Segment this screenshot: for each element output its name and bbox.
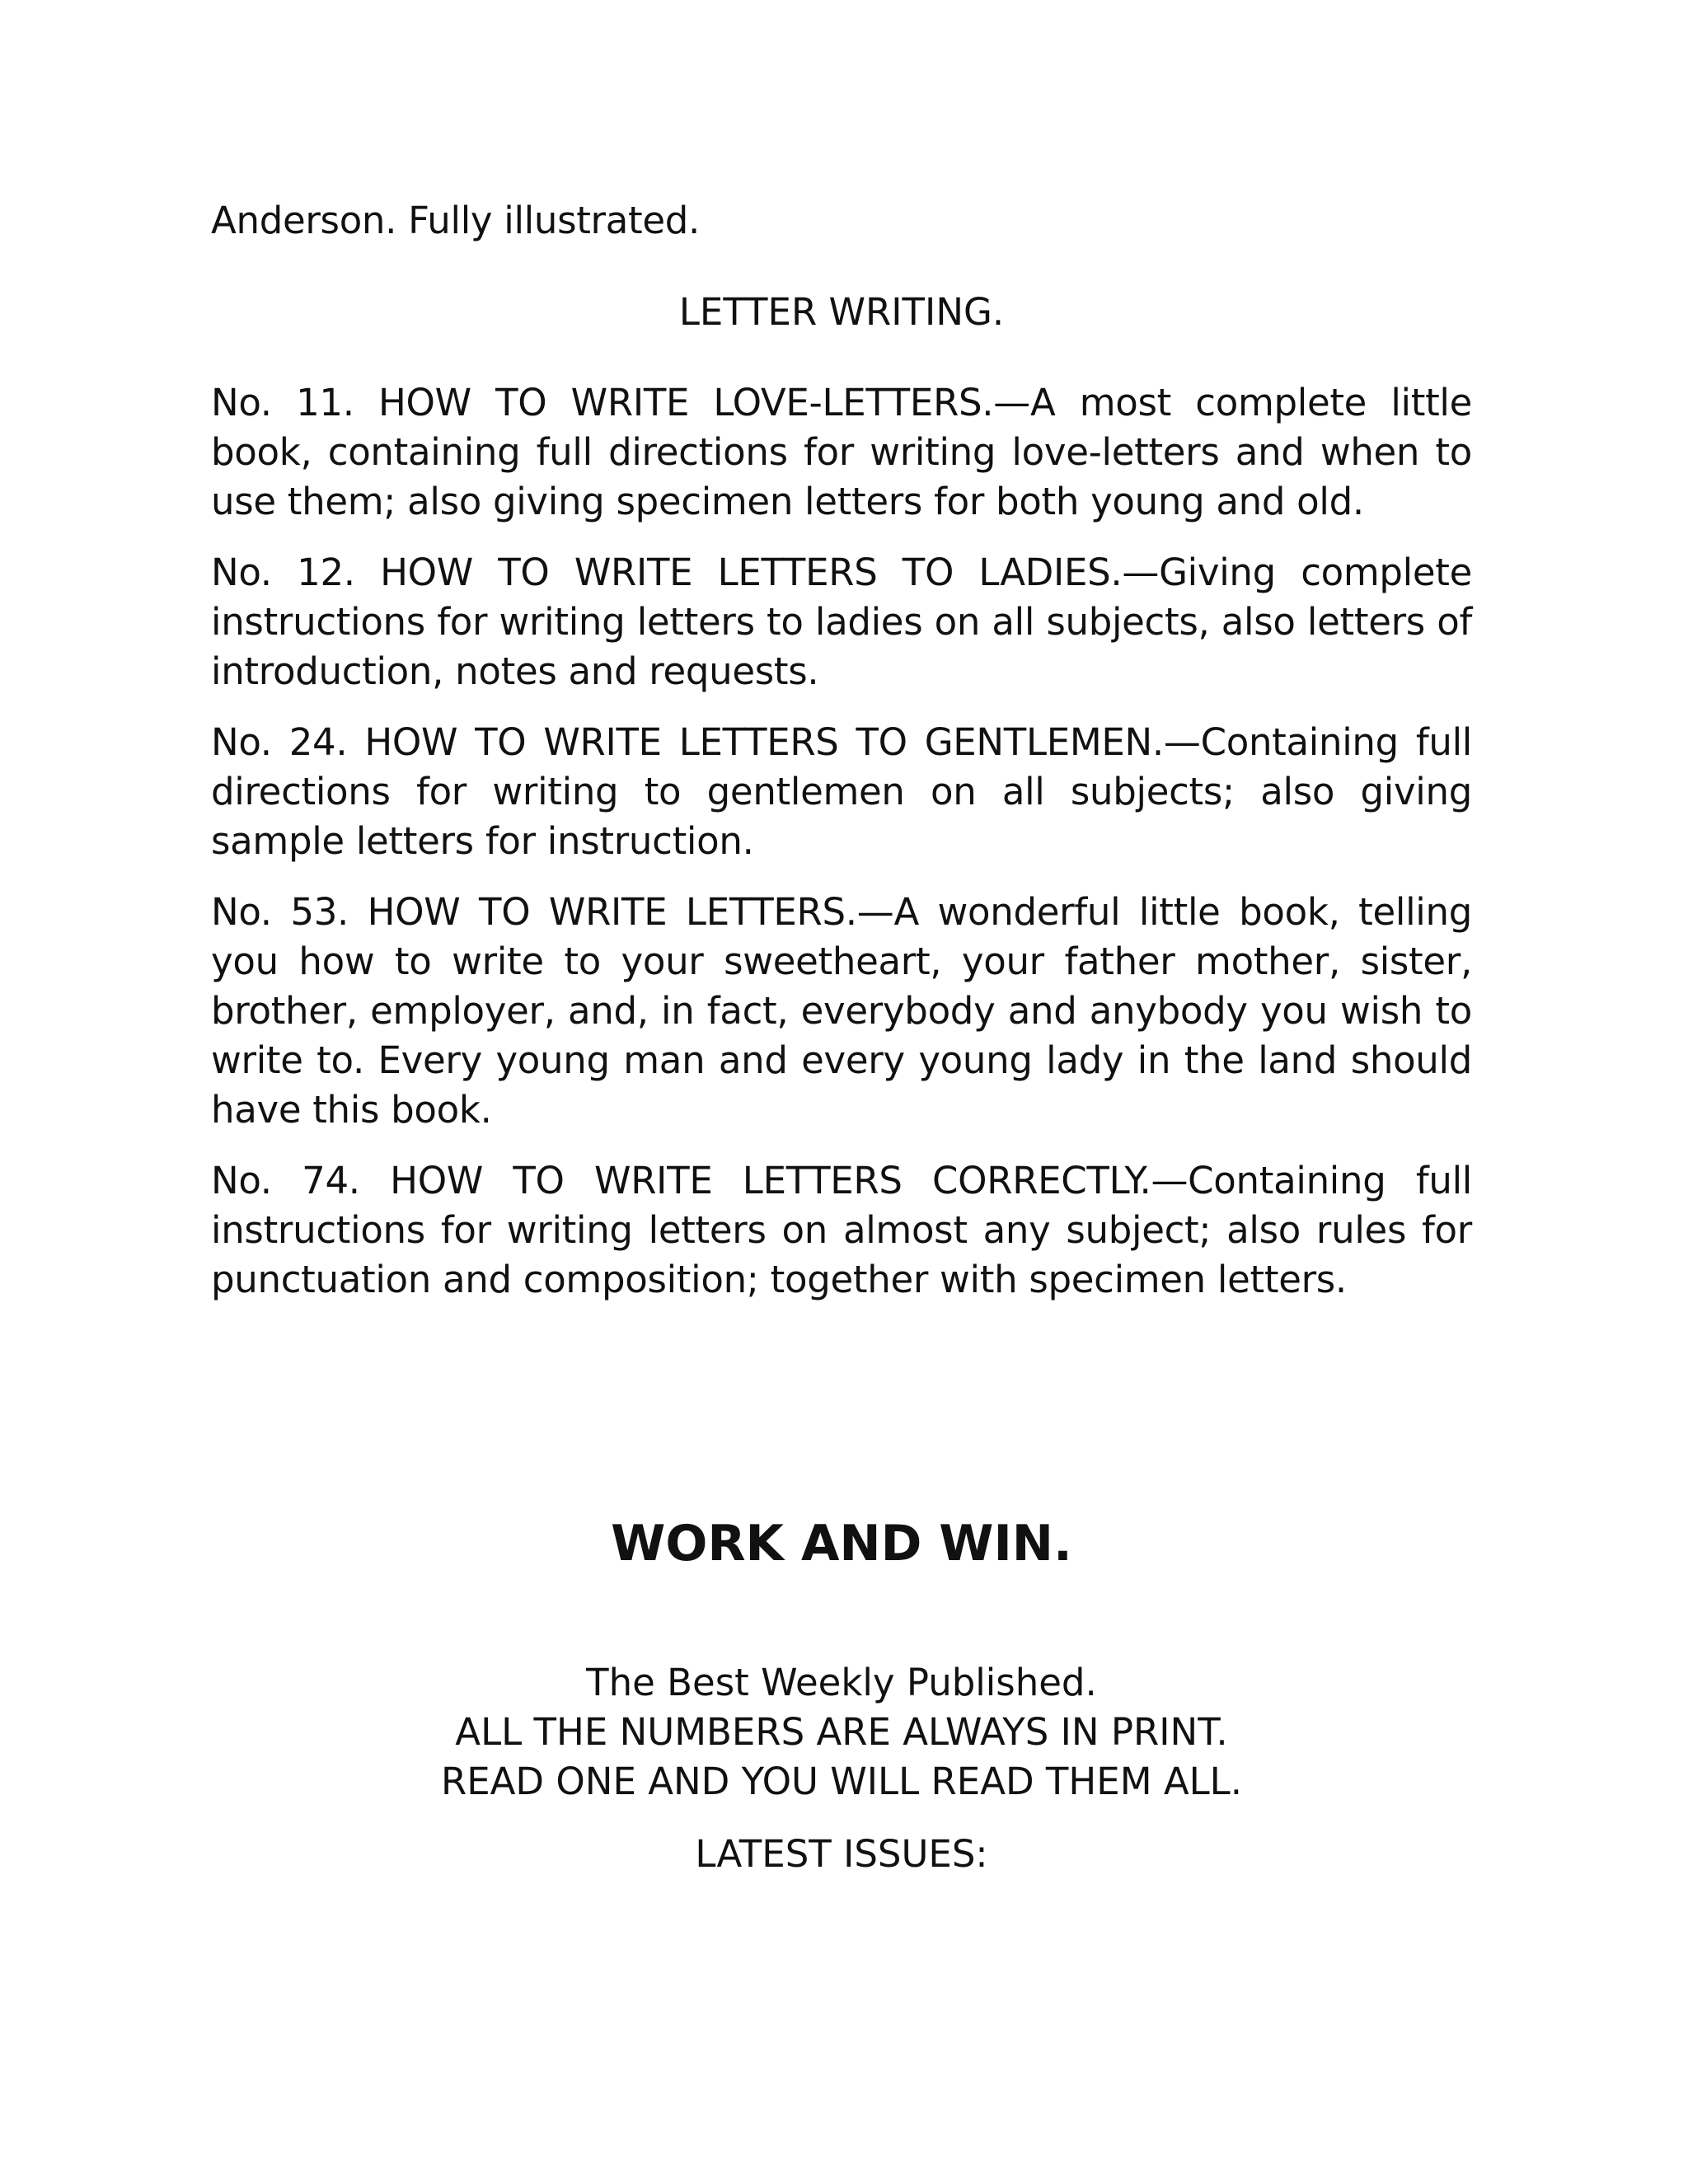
weekly-taglines: [211, 1658, 1472, 1807]
entry-list: [211, 378, 1472, 1326]
section-heading: LETTER WRITING.: [678, 290, 1005, 334]
weekly-title: WORK AND WIN.: [611, 1515, 1072, 1572]
tagline: The Best Weekly Published.: [586, 1661, 1097, 1704]
latest-issues-heading: LATEST ISSUES:: [695, 1832, 988, 1876]
list-item: No. 11. HOW TO WRITE LOVE-LETTERS.—A most complete little book, containing full directions for writing love-letters and when to use them; also giving specimen letters for both young and old.: [211, 381, 1472, 523]
list-item: No. 53. HOW TO WRITE LETTERS.—A wonderful little book, telling you how to write to your sweetheart, your father mother, sister, brother, employer, and, in fact, everybody and anybody you wish to write to. Every young man and every young lady in the land should have this book.: [211, 890, 1472, 1132]
tagline: ALL THE NUMBERS ARE ALWAYS IN PRINT.: [455, 1710, 1228, 1754]
tagline: READ ONE AND YOU WILL READ THEM ALL.: [440, 1760, 1243, 1803]
list-item: No. 74. HOW TO WRITE LETTERS CORRECTLY.—Containing full instructions for writing letters on almost any subject; also rules for punctuation and composition; together with specimen letters.: [211, 1159, 1472, 1301]
list-item: No. 24. HOW TO WRITE LETTERS TO GENTLEMEN.—Containing full directions for writing to gentlemen on all subjects; also giving sample letters for instruction.: [211, 720, 1472, 863]
intro-fragment: Anderson. Fully illustrated.: [211, 199, 701, 242]
list-item: No. 12. HOW TO WRITE LETTERS TO LADIES.—Giving complete instructions for writing letters to ladies on all subjects, also letters of introduction, notes and requests.: [211, 551, 1472, 693]
